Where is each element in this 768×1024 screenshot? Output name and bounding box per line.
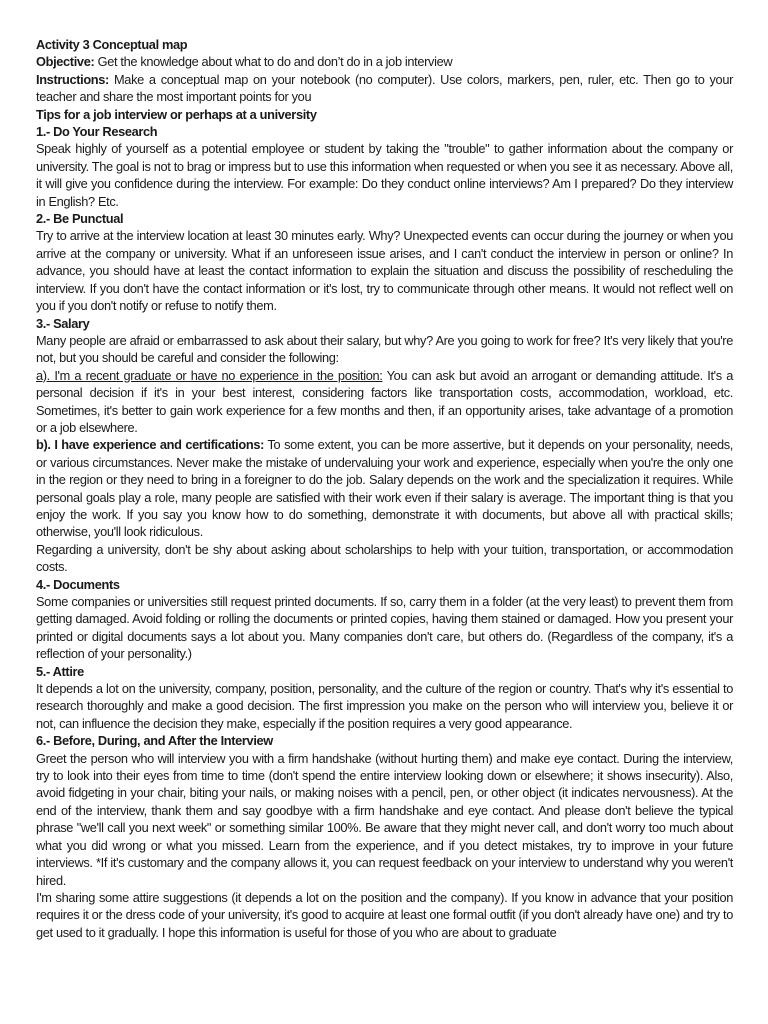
salary-point-a-text: You can ask but avoid an arrogant or demanding attitude. It's a personal decision if it's in your best interest, considering factors like transportation costs, accommodation, workload, etc. Sometimes, it's better to gain work experience for a few months and then, if an opportunity arises, take advantage of a promotion or a job elsewhere. <box>36 367 733 435</box>
activity-title: Activity 3 Conceptual map <box>36 37 188 52</box>
section-body-documents: Some companies or universities still request printed documents. If so, carry them in a folder (at the very least) to prevent them from getting damaged. Avoid folding or rolling the documents or printed copies, having them stained or damaged. How you present your printed or digital documents says a lot about you. Many companies don't care, but others do. (Regardless of the company, it's a reflection of your personality.) <box>36 594 733 662</box>
section-body-attire: It depends a lot on the university, company, position, personality, and the culture of the region or country. That's why it's essential to research thoroughly and make a good decision. The first impression you make on the person who will interview you, believe it or not, can influence the decision they make, especially if the position requires a very good appearance. <box>36 681 733 731</box>
section-heading-research: 1.- Do Your Research <box>36 124 158 140</box>
section-body-research: Speak highly of yourself as a potential employee or student by taking the "trouble" to gather information about the company or university. The goal is not to brag or impress but to use this information when requested or when you see it as necessary. Above all, it will give you confidence during the interview. For example: Do they conduct online interviews? Am I prepared? Do they interview in English? Etc. <box>36 141 733 209</box>
section-heading-interview: 6.- Before, During, and After the Interview <box>36 733 273 749</box>
section-heading-punctual: 2.- Be Punctual <box>36 211 124 227</box>
instructions-text: Make a conceptual map on your notebook (no computer). Use colors, markers, pen, ruler, etc. Then go to your teacher and share the most important points for you <box>36 71 734 105</box>
section-heading-salary: 3.- Salary <box>36 315 90 331</box>
document-page <box>36 36 733 941</box>
instructions-line <box>36 71 733 106</box>
section-body-punctual: Try to arrive at the interview location at least 30 minutes early. Why? Unexpected events can occur during the journey or when you arrive at the company or university. What if an unforeseen issue arises, and I can't conduct the interview in person or online? In advance, you should have at least the contact information to explain the situation and discuss the possibility of rescheduling the interview. If you don't have the contact information or it's lost, try to communicate through other means. It would not reflect well on you if you don't notify or refuse to notify them. <box>36 228 733 314</box>
objective-line <box>36 53 733 70</box>
salary-university-note: Regarding a university, don't be shy about asking about scholarships to help with your tuition, transportation, or accommodation costs. <box>36 541 733 575</box>
objective-label: Objective: <box>36 54 95 70</box>
section-heading-documents: 4.- Documents <box>36 576 120 592</box>
salary-point-b-text: To some extent, you can be more assertive, but it depends on your personality, needs, or various circumstances. Never make the mistake of undervaluing your work and experience, especially when you're the only one in the region or they need to bring in a foreigner to do the job. Salary depends on the work and the specialization it requires. While personal goals play a role, many people are satisfied with their work even if their salary is average. The important thing is that you enjoy the work. If you say you know how to do something, demonstrate it with documents, but above all with practical skills; otherwise, you'll look ridiculous. <box>36 437 733 540</box>
section-body-interview: Greet the person who will interview you with a firm handshake (without hurting them) and make eye contact. During the interview, try to look into their eyes from time to time (don't spend the entire interview looking down or elsewhere; it shows insecurity). Also, avoid fidgeting in your chair, biting your nails, or making noises with a pencil, pen, or other object (it indicates nervousness). At the end of the interview, thank them and say goodbye with a firm handshake and eye contact. And please don't believe the typical phrase "we'll call you next week" or something similar 100%. Be aware that they might never call, and don't worry too much about what you did wrong or what you missed. Learn from the experience, and if you detect mistakes, try to improve in your future interviews. *If it's customary and the company allows it, you can request feedback on your interview to understand why you weren't hired. <box>36 750 733 888</box>
tips-title: Tips for a job interview or perhaps at a university <box>36 106 317 122</box>
salary-point-a <box>36 367 733 437</box>
objective-text: Get the knowledge about what to do and don’t do in a job interview <box>97 54 453 70</box>
salary-point-b <box>36 436 733 540</box>
salary-point-b-label: b). I have experience and certifications: <box>36 437 264 453</box>
closing-paragraph: I'm sharing some attire suggestions (it depends a lot on the position and the company). If you know in advance that your position requires it or the dress code of your university, it's good to acquire at least one formal outfit (if you don't already have one) and try to get used to it gradually. I hope this information is useful for those of you who are about to graduate <box>36 889 733 940</box>
instructions-label: Instructions: <box>36 71 109 87</box>
section-body-salary-intro: Many people are afraid or embarrassed to ask about their salary, but why? Are you going to work for free? It's very likely that you're not, but you should be careful and consider the following: <box>36 332 733 366</box>
salary-point-a-label: a). I'm a recent graduate or have no experience in the position: <box>36 367 383 383</box>
section-heading-attire: 5.- Attire <box>36 663 84 679</box>
